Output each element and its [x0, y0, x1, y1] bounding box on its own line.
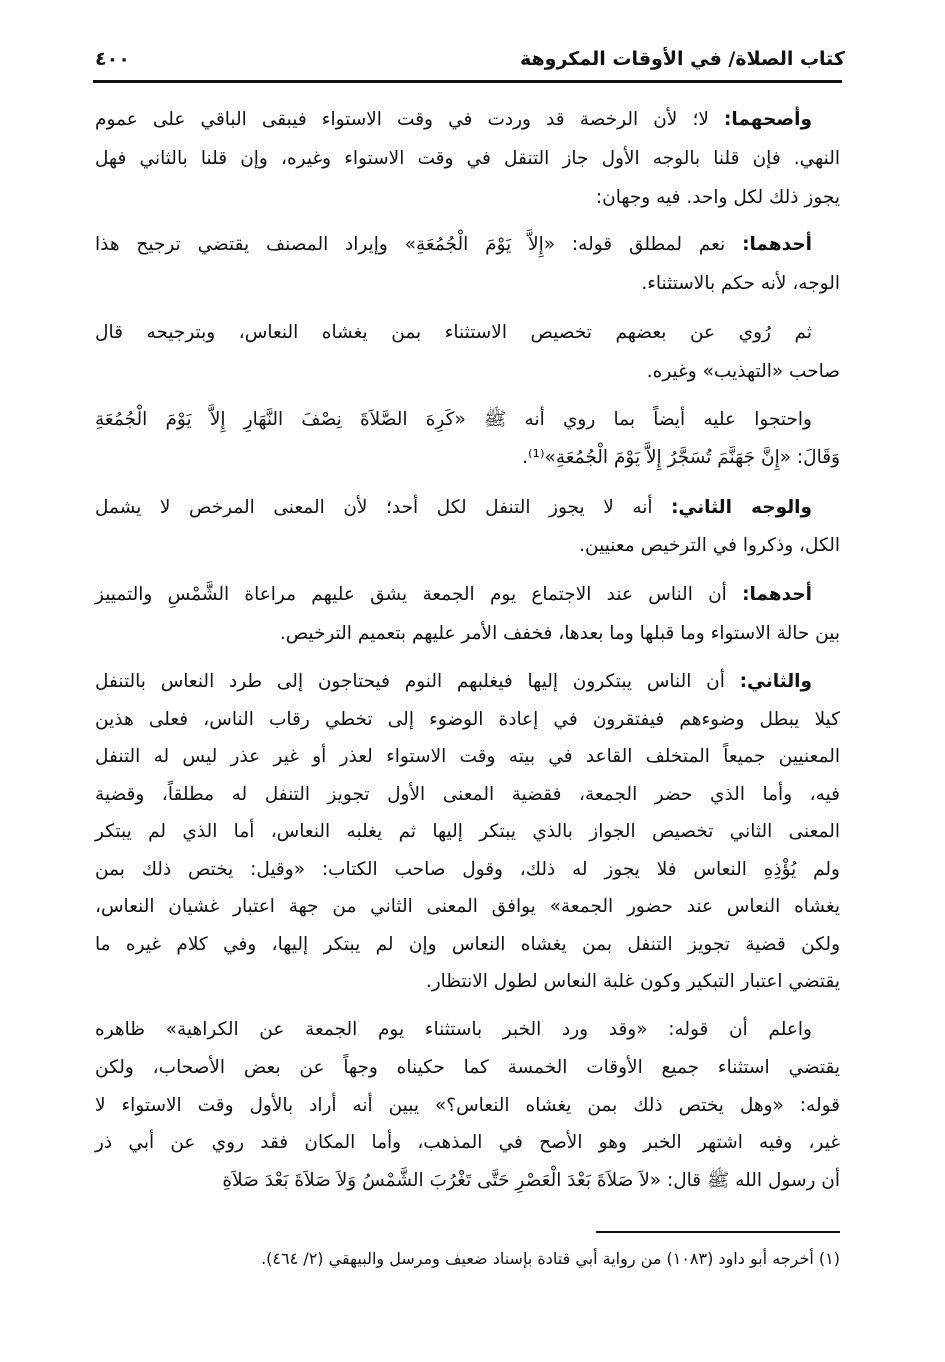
paragraph-6-line [95, 576, 812, 614]
paragraph-8-line [95, 1087, 840, 1125]
paragraph-lead-term: والوجه الثاني: [671, 497, 813, 518]
paragraph-7-line [95, 663, 812, 701]
line-text: أن رسول الله ﷺ قال: «لاَ صَلاَةَ بَعْدَ الْعَصْرِ حَتَّى تَغْرُبَ الشَّمْسُ وَلاَ صَلاَةَ بَعْدَ صَلاَةِ [222, 1170, 840, 1191]
line-text: وَقَالَ: «إِنَّ جَهَنَّمَ تُسَجَّرُ إِلاَّ يَوْمَ الْجُمُعَةِ»⁽¹⁾. [522, 447, 840, 468]
paragraph-7-line [95, 926, 840, 964]
line-text: ولكن قضية تجويز التنفل بمن يغشاه النعاس وإن لم يبتكر إليها، وفي كلام غيره ما [95, 934, 840, 955]
line-text: أن الناس يبتكرون إليها فيغلبهم النوم فيحتاجون إلى طرد النعاس بالتنفل [95, 671, 740, 692]
paragraph-5-line [95, 527, 840, 565]
line-text: واعلم أن قوله: «وقد ورد الخبر باستثناء يوم الجمعة عن الكراهية» ظاهره [95, 1019, 812, 1040]
paragraph-6-line [95, 615, 840, 653]
running-header-title: كتاب الصلاة/ في الأوقات المكروهة [519, 48, 845, 70]
line-text: ولم يُؤْذِهِ النعاس فلا يجوز له ذلك، وقول صاحب الكتاب: «وقيل: يختص ذلك بمن [95, 859, 840, 880]
line-text: أنه لا يجوز التنفل لكل أحد؛ لأن المعنى المرخص لا يشمل [95, 497, 672, 518]
line-text: قوله: «وهل يختص ذلك بمن يغشاه النعاس؟» يبين أنه أراد بالأول وقت الاستواء لا [95, 1095, 840, 1116]
line-text: نعم لمطلق قوله: «إِلاَّ يَوْمَ الْجُمُعَةِ» وإيراد المصنف يقتضي ترجيح هذا [95, 234, 743, 255]
paragraph-7-line [95, 963, 840, 1001]
paragraph-7-line [95, 701, 840, 739]
paragraph-lead-term: أحدهما: [742, 584, 812, 605]
line-text: لا؛ لأن الرخصة قد وردت في وقت الاستواء فيبقى الباقي على عموم [95, 109, 724, 130]
line-text: المعنى الثاني تخصيص الجواز بالذي يبتكر إليها ثم يغلبه النعاس، أما الذي لم يبتكر [95, 821, 840, 842]
paragraph-8-line [95, 1124, 840, 1162]
paragraph-lead-term: أحدهما: [742, 234, 812, 255]
line-text: يقتضي اعتبار التبكير وكون غلبة النعاس لطول الانتظار. [425, 971, 840, 992]
paragraph-lead-term: وأصحهما: [723, 109, 812, 130]
header-rule [93, 80, 842, 83]
paragraph-8-line [95, 1049, 840, 1087]
paragraph-1-line [95, 140, 840, 178]
line-text: صاحب «التهذيب» وغيره. [646, 361, 840, 382]
paragraph-1-line [95, 179, 840, 217]
line-text: غير، وفيه اشتهر الخبر وهو الأصح في المذهب، وأما المكان فقد روي عن أبي ذر [95, 1132, 840, 1153]
line-text: المعنيين جميعاً المتخلف القاعد في بيته وقت الاستواء لعذر أو غير عذر ليس له التنفل [95, 746, 840, 767]
paragraph-7-line [95, 851, 840, 889]
footnote: (١) أخرجه أبو داود (١٠٨٣) من رواية أبي قتادة بإسناد ضعيف ومرسل والبيهقي (٢/ ٤٦٤). [261, 1249, 840, 1268]
line-text: الكل، وذكروا في الترخيص معنيين. [579, 535, 840, 556]
line-text: يجوز ذلك لكل واحد. فيه وجهان: [595, 187, 840, 208]
footnote-rule [596, 1231, 840, 1233]
paragraph-7-line [95, 776, 840, 814]
paragraph-7-line [95, 813, 840, 851]
paragraph-7-line [95, 888, 840, 926]
paragraph-4-line [95, 439, 840, 477]
line-text: كيلا يبطل وضوءهم فيفتقرون في إعادة الوضوء إلى تخطي رقاب الناس، فعلى هذين [95, 709, 840, 730]
line-text: فيه، وأما الذي حضر الجمعة، فقضية المعنى الأول تجويز التنفل له مطلقاً، وقضية [95, 784, 840, 805]
line-text: النهي. فإن قلنا بالوجه الأول جاز التنقل في وقت الاستواء وغيره، وإن قلنا بالثاني فهل [95, 148, 840, 169]
paragraph-lead-term: والثاني: [739, 671, 812, 692]
line-text: يغشاه النعاس عند حضور الجمعة» يوافق المعنى الثاني من جهة اعتبار غشيان النعاس، [95, 896, 840, 917]
paragraph-7-line [95, 738, 840, 776]
page-number: ٤٠٠ [95, 48, 130, 70]
paragraph-2-line [95, 226, 812, 264]
line-text: يقتضي استثناء جميع الأوقات الخمسة كما حكيناه وجهاً عن بعض الأصحاب، ولكن [95, 1057, 840, 1078]
line-text: واحتجوا عليه أيضاً بما روي أنه ﷺ «كَرِهَ الصَّلاَةَ نِصْفَ النَّهَارِ إِلاَّ يَوْمَ الْجُمُعَةِ [95, 409, 812, 430]
line-text: أن الناس عند الاجتماع يوم الجمعة يشق عليهم مراعاة الشَّمْسِ والتمييز [95, 584, 743, 605]
paragraph-3-line [95, 353, 840, 391]
line-text: الوجه، لأنه حكم بالاستثناء. [641, 273, 840, 294]
paragraph-1-line [95, 101, 812, 139]
line-text: بين حالة الاستواء وما قبلها وما بعدها، فخفف الأمر عليهم بتعميم الترخيص. [279, 623, 840, 644]
line-text: ثم رُوي عن بعضهم تخصيص الاستثناء بمن يغشاه النعاس، وبترجيحه قال [95, 322, 812, 343]
paragraph-8-line [95, 1011, 812, 1049]
paragraph-3-line [95, 314, 812, 352]
paragraph-5-line [95, 489, 812, 527]
paragraph-2-line [95, 265, 840, 303]
paragraph-4-line [95, 401, 812, 439]
paragraph-8-line [95, 1162, 840, 1200]
